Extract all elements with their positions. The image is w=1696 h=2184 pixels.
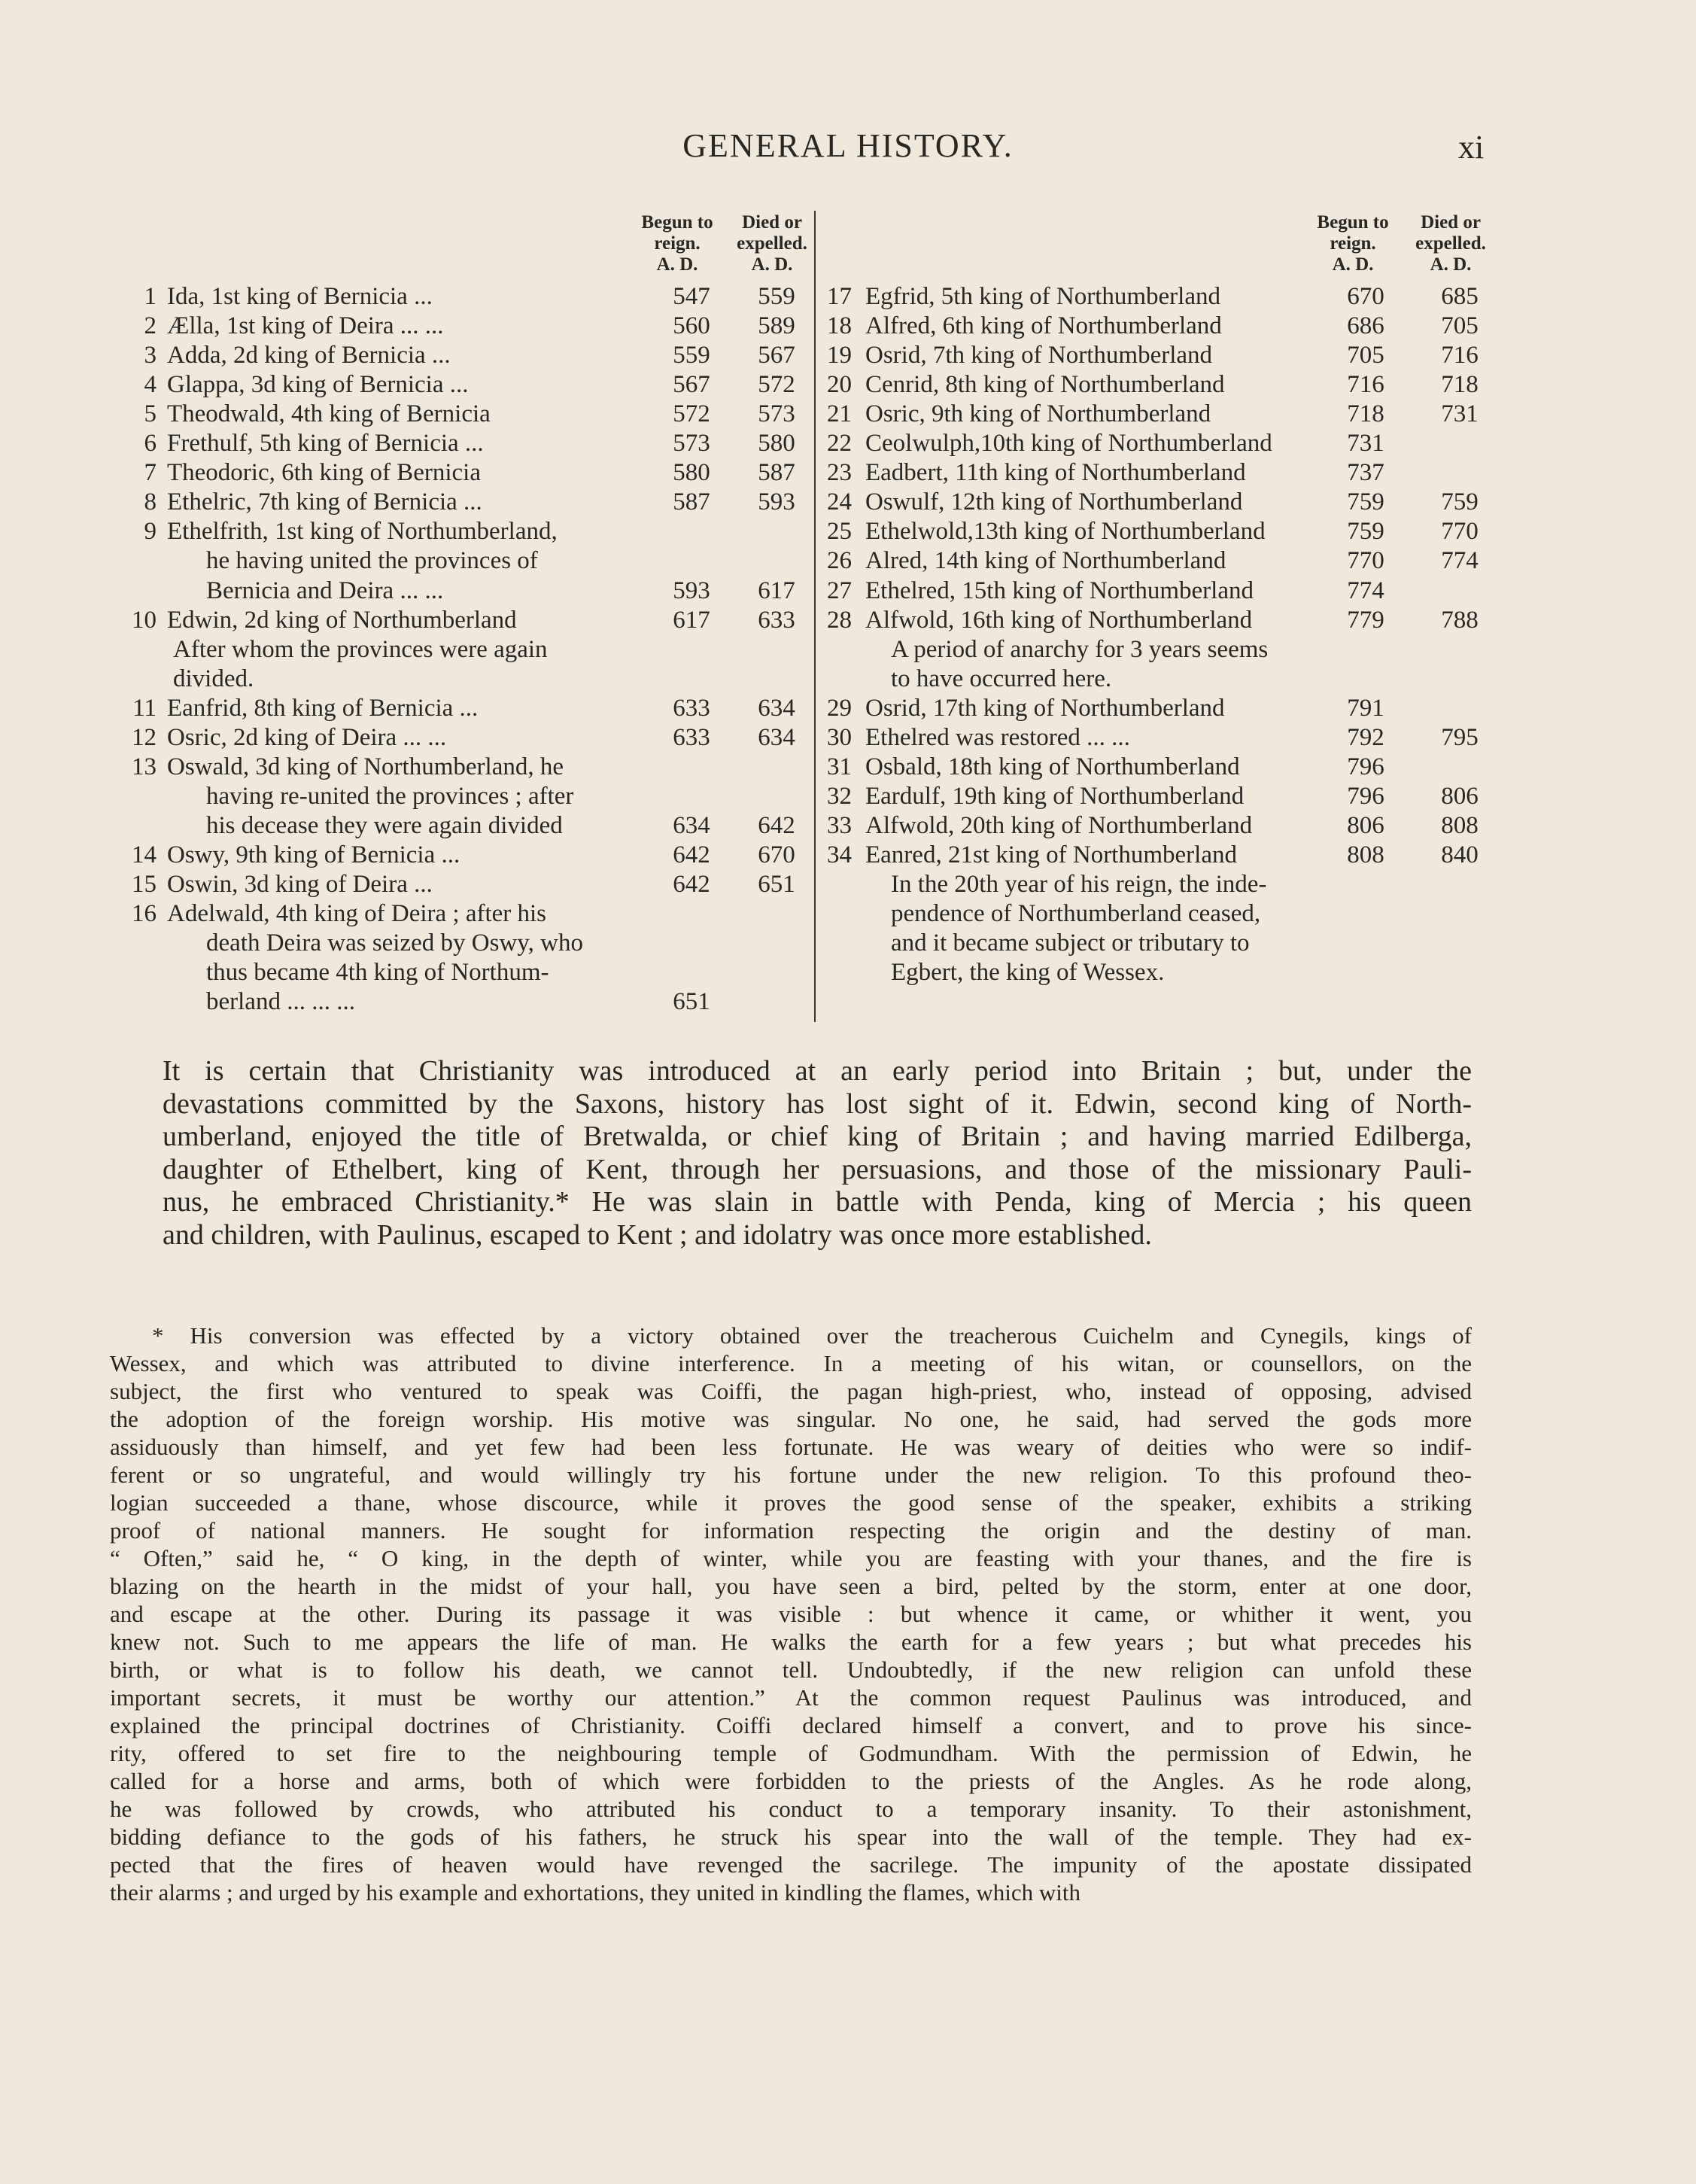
king-num: 30 [827, 723, 852, 751]
king-name: Eadbert, 11th king of Northumberland [865, 459, 1246, 487]
king-row [0, 694, 1696, 723]
king-name: Adelwald, 4th king of Deira ; after his [167, 900, 547, 928]
king-died: 642 [758, 811, 795, 839]
king-begun: 633 [673, 723, 710, 751]
king-name: Theodoric, 6th king of Bernicia [167, 459, 481, 487]
king-begun: 792 [1347, 723, 1384, 751]
king-name: Alfwold, 16th king of Northumberland [865, 606, 1253, 634]
king-begun: 737 [1347, 459, 1384, 487]
main-line: and children, with Paulinus, escaped to Kent ; and idolatry was once more established. [163, 1218, 1152, 1251]
king-num: 18 [827, 312, 852, 340]
king-num: 7 [144, 459, 157, 487]
king-row [0, 400, 1696, 429]
king-died: 705 [1441, 312, 1479, 340]
main-line: daughter of Ethelbert, king of Kent, through her persuasions, and those of the missionary Pauli- [163, 1153, 1472, 1185]
main-line: umberland, enjoyed the title of Bretwalda, or chief king of Britain ; and having married Edilberga, [163, 1121, 1472, 1152]
king-name: to have occurred here. [891, 665, 1112, 692]
footnote-line: birth, or what is to follow his death, we cannot tell. Undoubtedly, if the new religion can unfold these [110, 1656, 1472, 1683]
king-begun: 617 [673, 606, 710, 634]
left-begun-heading: Begun to reign. A. D. [641, 212, 713, 275]
king-died: 795 [1441, 723, 1479, 751]
king-name: A period of anarchy for 3 years seems [891, 635, 1269, 663]
king-begun: 806 [1347, 811, 1384, 839]
footnote-line: Wessex, and which was attributed to divine interference. In a meeting of his witan, or counsellors, on the [110, 1350, 1472, 1376]
king-name: Osric, 9th king of Northumberland [865, 400, 1211, 428]
king-begun: 759 [1347, 488, 1384, 516]
king-name: Ida, 1st king of Bernicia ... [167, 283, 433, 310]
king-name: Egfrid, 5th king of Northumberland [865, 283, 1220, 310]
king-name: berland ... ... ... [206, 988, 355, 1016]
footnote-line: called for a horse and arms, both of which were forbidden to the priests of the Angles. As he rode along, [110, 1768, 1472, 1794]
king-name: Oswin, 3d king of Deira ... [167, 871, 433, 898]
king-row [0, 958, 1696, 987]
page-number: xi [1458, 129, 1485, 166]
king-row [0, 665, 1696, 694]
king-name: divided. [173, 665, 254, 692]
king-num: 31 [827, 753, 852, 780]
king-row [0, 488, 1696, 517]
king-name: Glappa, 3d king of Bernicia ... [167, 371, 469, 399]
left-died-heading: Died or expelled. A. D. [737, 212, 807, 275]
footnote-line: “ Often,” said he, “ O king, in the depth of winter, while you are feasting with your thanes, and the fire is [110, 1545, 1472, 1571]
king-row [0, 870, 1696, 899]
king-died: 633 [758, 606, 795, 634]
king-num: 3 [144, 342, 157, 370]
king-num: 21 [827, 400, 852, 428]
king-row [0, 370, 1696, 400]
king-num: 4 [144, 371, 157, 399]
king-name: Oswy, 9th king of Bernicia ... [167, 841, 460, 868]
footnote-line: bidding defiance to the gods of his fathers, he struck his spear into the wall of the temple. They had ex- [110, 1824, 1472, 1850]
king-begun: 718 [1347, 400, 1384, 428]
king-name: Edwin, 2d king of Northumberland [167, 606, 517, 634]
king-died: 759 [1441, 488, 1479, 516]
king-num: 14 [132, 841, 157, 868]
king-name: Eanred, 21st king of Northumberland [865, 841, 1237, 868]
king-row [0, 517, 1696, 546]
king-died: 716 [1441, 342, 1479, 370]
king-num: 26 [827, 547, 852, 575]
king-num: 16 [132, 900, 157, 928]
king-row [0, 987, 1696, 1017]
king-row [0, 635, 1696, 665]
king-num: 10 [132, 606, 157, 634]
king-row [0, 282, 1696, 312]
footnote-line: assiduously than himself, and yet few had been less fortunate. He was weary of deities who were so indif- [110, 1434, 1472, 1460]
main-line: devastations committed by the Saxons, history has lost sight of it. Edwin, second king of North- [163, 1087, 1472, 1120]
footnote-line: blazing on the hearth in the midst of your hall, you have seen a bird, pelted by the storm, enter at one door, [110, 1573, 1472, 1599]
king-died: 634 [758, 694, 795, 722]
king-died: 573 [758, 400, 795, 428]
king-begun: 686 [1347, 312, 1384, 340]
king-begun: 774 [1347, 576, 1384, 604]
king-begun: 642 [673, 841, 710, 868]
footnote-line: ferent or so ungrateful, and would willingly try his fortune under the new religion. To this profound theo- [110, 1462, 1472, 1488]
king-begun: 587 [673, 488, 710, 516]
king-name: Egbert, the king of Wessex. [891, 959, 1165, 987]
king-num: 24 [827, 488, 852, 516]
king-name: Osbald, 18th king of Northumberland [865, 753, 1240, 780]
king-row [0, 546, 1696, 576]
king-begun: 770 [1347, 547, 1384, 575]
king-begun: 547 [673, 283, 710, 310]
king-name: Alfred, 6th king of Northumberland [865, 312, 1222, 340]
king-begun: 716 [1347, 371, 1384, 399]
king-begun: 759 [1347, 518, 1384, 546]
king-num: 28 [827, 606, 852, 634]
main-line: nus, he embraced Christianity.* He was slain in battle with Penda, king of Mercia ; his queen [163, 1186, 1472, 1218]
king-num: 20 [827, 371, 852, 399]
king-num: 5 [144, 400, 157, 428]
king-row [0, 811, 1696, 841]
king-row [0, 576, 1696, 606]
king-name: Osrid, 7th king of Northumberland [865, 342, 1213, 370]
king-begun: 796 [1347, 782, 1384, 810]
king-died: 670 [758, 841, 795, 868]
king-died: 718 [1441, 371, 1479, 399]
king-died: 589 [758, 312, 795, 340]
king-num: 25 [827, 518, 852, 546]
king-died: 587 [758, 459, 795, 487]
king-row [0, 429, 1696, 458]
king-begun: 808 [1347, 841, 1384, 868]
king-begun: 560 [673, 312, 710, 340]
king-num: 17 [827, 283, 852, 310]
footnote-line: proof of national manners. He sought for information respecting the origin and the destiny of man. [110, 1517, 1472, 1544]
king-name: Ælla, 1st king of Deira ... ... [167, 312, 444, 340]
king-row [0, 606, 1696, 635]
king-name: Frethulf, 5th king of Bernicia ... [167, 430, 484, 458]
king-row [0, 899, 1696, 929]
king-begun: 642 [673, 871, 710, 898]
king-begun: 731 [1347, 430, 1384, 458]
king-begun: 634 [673, 811, 710, 839]
footnote-line: rity, offered to set fire to the neighbouring temple of Godmundham. With the permission of Edwin, he [110, 1740, 1472, 1766]
king-name: death Deira was seized by Oswy, who [206, 929, 583, 957]
king-begun: 791 [1347, 694, 1384, 722]
king-row [0, 723, 1696, 753]
king-name: Ceolwulph,10th king of Northumberland [865, 430, 1272, 458]
king-died: 685 [1441, 283, 1479, 310]
king-name: Ethelric, 7th king of Bernicia ... [167, 488, 482, 516]
king-name: In the 20th year of his reign, the inde- [891, 871, 1267, 898]
king-name: Osric, 2d king of Deira ... ... [167, 723, 447, 751]
king-name: After whom the provinces were again [173, 635, 548, 663]
king-num: 23 [827, 459, 852, 487]
king-died: 617 [758, 576, 795, 604]
king-begun: 651 [673, 988, 710, 1016]
king-died: 788 [1441, 606, 1479, 634]
king-num: 12 [132, 723, 157, 751]
right-begun-heading: Begun to reign. A. D. [1317, 212, 1389, 275]
king-died: 774 [1441, 547, 1479, 575]
king-died: 572 [758, 371, 795, 399]
running-title: GENERAL HISTORY. [682, 127, 1014, 164]
king-begun: 779 [1347, 606, 1384, 634]
king-name: Eanfrid, 8th king of Bernicia ... [167, 694, 479, 722]
king-row [0, 341, 1696, 370]
king-died: 651 [758, 871, 795, 898]
king-num: 29 [827, 694, 852, 722]
king-num: 34 [827, 841, 852, 868]
king-name: Ethelfrith, 1st king of Northumberland, [167, 518, 558, 546]
king-num: 1 [144, 283, 157, 310]
king-begun: 573 [673, 430, 710, 458]
king-name: Oswulf, 12th king of Northumberland [865, 488, 1243, 516]
king-num: 2 [144, 312, 157, 340]
footnote-line: pected that the fires of heaven would have revenged the sacrilege. The impunity of the apostate dissipated [110, 1851, 1472, 1878]
king-begun: 580 [673, 459, 710, 487]
king-begun: 572 [673, 400, 710, 428]
king-name: pendence of Northumberland ceased, [891, 900, 1261, 928]
king-name: Cenrid, 8th king of Northumberland [865, 371, 1225, 399]
king-died: 840 [1441, 841, 1479, 868]
king-name: Theodwald, 4th king of Bernicia [167, 400, 491, 428]
king-died: 808 [1441, 811, 1479, 839]
king-num: 22 [827, 430, 852, 458]
king-row [0, 458, 1696, 488]
king-name: Alfwold, 20th king of Northumberland [865, 811, 1253, 839]
king-name: he having united the provinces of [206, 547, 538, 575]
king-name: Osrid, 17th king of Northumberland [865, 694, 1225, 722]
king-died: 731 [1441, 400, 1479, 428]
king-row [0, 929, 1696, 958]
king-begun: 670 [1347, 283, 1384, 310]
king-name: Eardulf, 19th king of Northumberland [865, 782, 1245, 810]
king-name: thus became 4th king of Northum- [206, 959, 549, 987]
king-died: 634 [758, 723, 795, 751]
footnote [110, 1322, 1472, 1906]
king-num: 15 [132, 871, 157, 898]
king-died: 559 [758, 283, 795, 310]
footnote-line: * His conversion was effected by a victory obtained over the treacherous Cuichelm and Cynegils, kings of [152, 1322, 1472, 1349]
king-name: having re-united the provinces ; after [206, 782, 574, 810]
king-name: and it became subject or tributary to [891, 929, 1250, 957]
king-num: 32 [827, 782, 852, 810]
footnote-line: he was followed by crowds, who attributed his conduct to a temporary insanity. To their astonishment, [110, 1796, 1472, 1822]
king-name: his decease they were again divided [206, 811, 563, 839]
footnote-line: logian succeeded a thane, whose discource, while it proves the good sense of the speaker, exhibits a striking [110, 1489, 1472, 1516]
king-name: Ethelred, 15th king of Northumberland [865, 576, 1254, 604]
king-begun: 705 [1347, 342, 1384, 370]
king-died: 806 [1441, 782, 1479, 810]
king-row [0, 312, 1696, 341]
footnote-line: their alarms ; and urged by his example and exhortations, they united in kindling the flames, which with [110, 1879, 1081, 1906]
king-died: 567 [758, 342, 795, 370]
king-name: Bernicia and Deira ... ... [206, 576, 444, 604]
right-died-heading: Died or expelled. A. D. [1415, 212, 1486, 275]
footnote-line: the adoption of the foreign worship. His motive was singular. No one, he said, had served the gods more [110, 1406, 1472, 1432]
king-died: 593 [758, 488, 795, 516]
king-row [0, 841, 1696, 870]
footnote-line: subject, the first who ventured to speak was Coiffi, the pagan high-priest, who, instead of opposing, advised [110, 1378, 1472, 1404]
footnote-line: knew not. Such to me appears the life of man. He walks the earth for a few years ; but what precedes his [110, 1629, 1472, 1655]
king-begun: 633 [673, 694, 710, 722]
king-num: 13 [132, 753, 157, 780]
king-num: 27 [827, 576, 852, 604]
king-died: 770 [1441, 518, 1479, 546]
king-name: Alred, 14th king of Northumberland [865, 547, 1226, 575]
king-num: 8 [144, 488, 157, 516]
king-num: 19 [827, 342, 852, 370]
king-num: 6 [144, 430, 157, 458]
footnote-line: important secrets, it must be worthy our attention.” At the common request Paulinus was introduced, and [110, 1684, 1472, 1711]
king-begun: 796 [1347, 753, 1384, 780]
main-paragraph [163, 1055, 1472, 1252]
king-name: Ethelwold,13th king of Northumberland [865, 518, 1266, 546]
king-begun: 593 [673, 576, 710, 604]
king-name: Ethelred was restored ... ... [865, 723, 1130, 751]
king-name: Adda, 2d king of Bernicia ... [167, 342, 451, 370]
king-name: Oswald, 3d king of Northumberland, he [167, 753, 564, 780]
king-row [0, 782, 1696, 811]
king-begun: 559 [673, 342, 710, 370]
king-row [0, 753, 1696, 782]
footnote-line: and escape at the other. During its passage it was visible : but whence it came, or whither it went, you [110, 1601, 1472, 1627]
main-line: It is certain that Christianity was introduced at an early period into Britain ; but, under the [163, 1055, 1472, 1087]
king-num: 11 [132, 694, 157, 722]
king-num: 33 [827, 811, 852, 839]
footnote-line: explained the principal doctrines of Christianity. Coiffi declared himself a convert, and to prove his since- [110, 1712, 1472, 1738]
king-died: 580 [758, 430, 795, 458]
king-begun: 567 [673, 371, 710, 399]
king-num: 9 [144, 518, 157, 546]
